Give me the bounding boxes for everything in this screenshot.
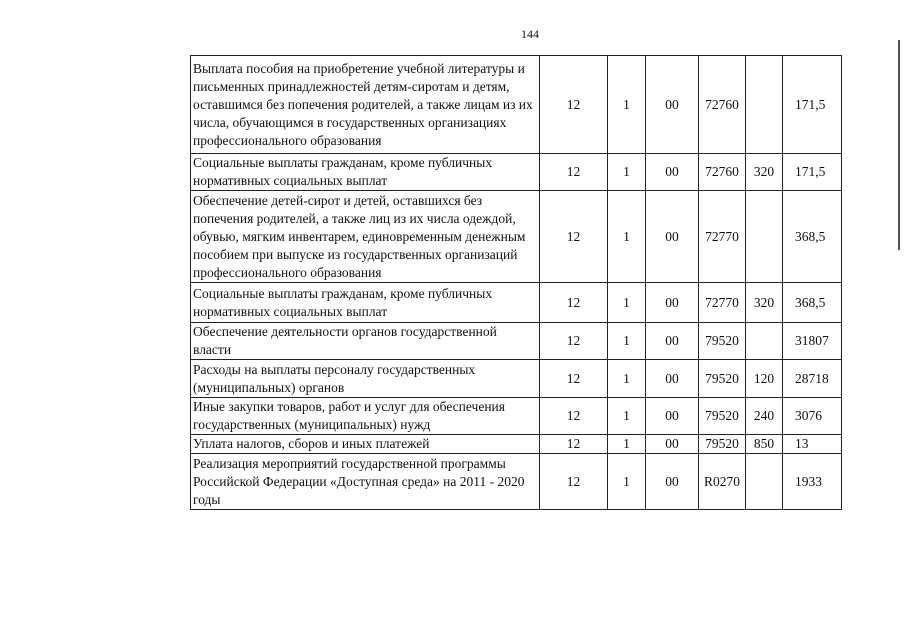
row-description: Социальные выплаты гражданам, кроме публичных нормативных социальных выплат	[191, 283, 540, 323]
program-code: 00	[646, 398, 699, 435]
program-code: 00	[646, 360, 699, 398]
program-code: 00	[646, 323, 699, 360]
amount: 13	[783, 435, 842, 454]
table-row	[191, 435, 842, 454]
target-article-code: 72760	[699, 56, 746, 154]
budget-table	[190, 55, 842, 510]
row-description: Иные закупки товаров, работ и услуг для обеспечения государственных (муниципальных) нужд	[191, 398, 540, 435]
amount: 28718	[783, 360, 842, 398]
target-article-code: 72770	[699, 283, 746, 323]
subsection-code: 1	[608, 154, 646, 191]
section-code: 12	[540, 435, 608, 454]
row-description: Социальные выплаты гражданам, кроме публичных нормативных социальных выплат	[191, 154, 540, 191]
amount: 171,5	[783, 56, 842, 154]
program-code: 00	[646, 56, 699, 154]
section-code: 12	[540, 283, 608, 323]
amount: 31807	[783, 323, 842, 360]
scan-edge-line	[898, 40, 900, 250]
subsection-code: 1	[608, 191, 646, 283]
amount: 1933	[783, 454, 842, 510]
expense-type-code: 120	[746, 360, 783, 398]
subsection-code: 1	[608, 454, 646, 510]
row-description: Обеспечение детей-сирот и детей, оставшихся без попечения родителей, а также лиц из их числа одеждой, обувью, мягким инвентарем, единовременным денежным пособием при выпуске из государственных организаций профессионального образования	[191, 191, 540, 283]
target-article-code: 79520	[699, 398, 746, 435]
amount: 171,5	[783, 154, 842, 191]
expense-type-code: 320	[746, 283, 783, 323]
program-code: 00	[646, 435, 699, 454]
table-row	[191, 191, 842, 283]
table-row	[191, 398, 842, 435]
subsection-code: 1	[608, 360, 646, 398]
expense-type-code	[746, 191, 783, 283]
subsection-code: 1	[608, 323, 646, 360]
target-article-code: 72770	[699, 191, 746, 283]
subsection-code: 1	[608, 56, 646, 154]
section-code: 12	[540, 56, 608, 154]
table-row	[191, 454, 842, 510]
section-code: 12	[540, 360, 608, 398]
expense-type-code: 850	[746, 435, 783, 454]
table-row	[191, 154, 842, 191]
subsection-code: 1	[608, 283, 646, 323]
amount: 368,5	[783, 191, 842, 283]
row-description: Реализация мероприятий государственной программы Российской Федерации «Доступная среда» на 2011 - 2020 годы	[191, 454, 540, 510]
amount: 3076	[783, 398, 842, 435]
target-article-code: 72760	[699, 154, 746, 191]
target-article-code: 79520	[699, 435, 746, 454]
section-code: 12	[540, 323, 608, 360]
table-row	[191, 283, 842, 323]
section-code: 12	[540, 454, 608, 510]
section-code: 12	[540, 398, 608, 435]
expense-type-code: 320	[746, 154, 783, 191]
program-code: 00	[646, 154, 699, 191]
table-row	[191, 360, 842, 398]
target-article-code: 79520	[699, 323, 746, 360]
subsection-code: 1	[608, 398, 646, 435]
row-description: Обеспечение деятельности органов государственной власти	[191, 323, 540, 360]
table-row	[191, 56, 842, 154]
section-code: 12	[540, 154, 608, 191]
target-article-code: 79520	[699, 360, 746, 398]
target-article-code: R0270	[699, 454, 746, 510]
program-code: 00	[646, 191, 699, 283]
section-code: 12	[540, 191, 608, 283]
table-row	[191, 323, 842, 360]
row-description: Уплата налогов, сборов и иных платежей	[191, 435, 540, 454]
expense-type-code	[746, 454, 783, 510]
expense-type-code	[746, 56, 783, 154]
expense-type-code: 240	[746, 398, 783, 435]
program-code: 00	[646, 283, 699, 323]
row-description: Расходы на выплаты персоналу государственных (муниципальных) органов	[191, 360, 540, 398]
page-number: 144	[521, 27, 539, 41]
row-description: Выплата пособия на приобретение учебной литературы и письменных принадлежностей детям-сиротам и детям, оставшимся без попечения родителей, а также лицам из их числа, обучающимся в государственных организациях профессионального образования	[191, 56, 540, 154]
expense-type-code	[746, 323, 783, 360]
program-code: 00	[646, 454, 699, 510]
amount: 368,5	[783, 283, 842, 323]
subsection-code: 1	[608, 435, 646, 454]
